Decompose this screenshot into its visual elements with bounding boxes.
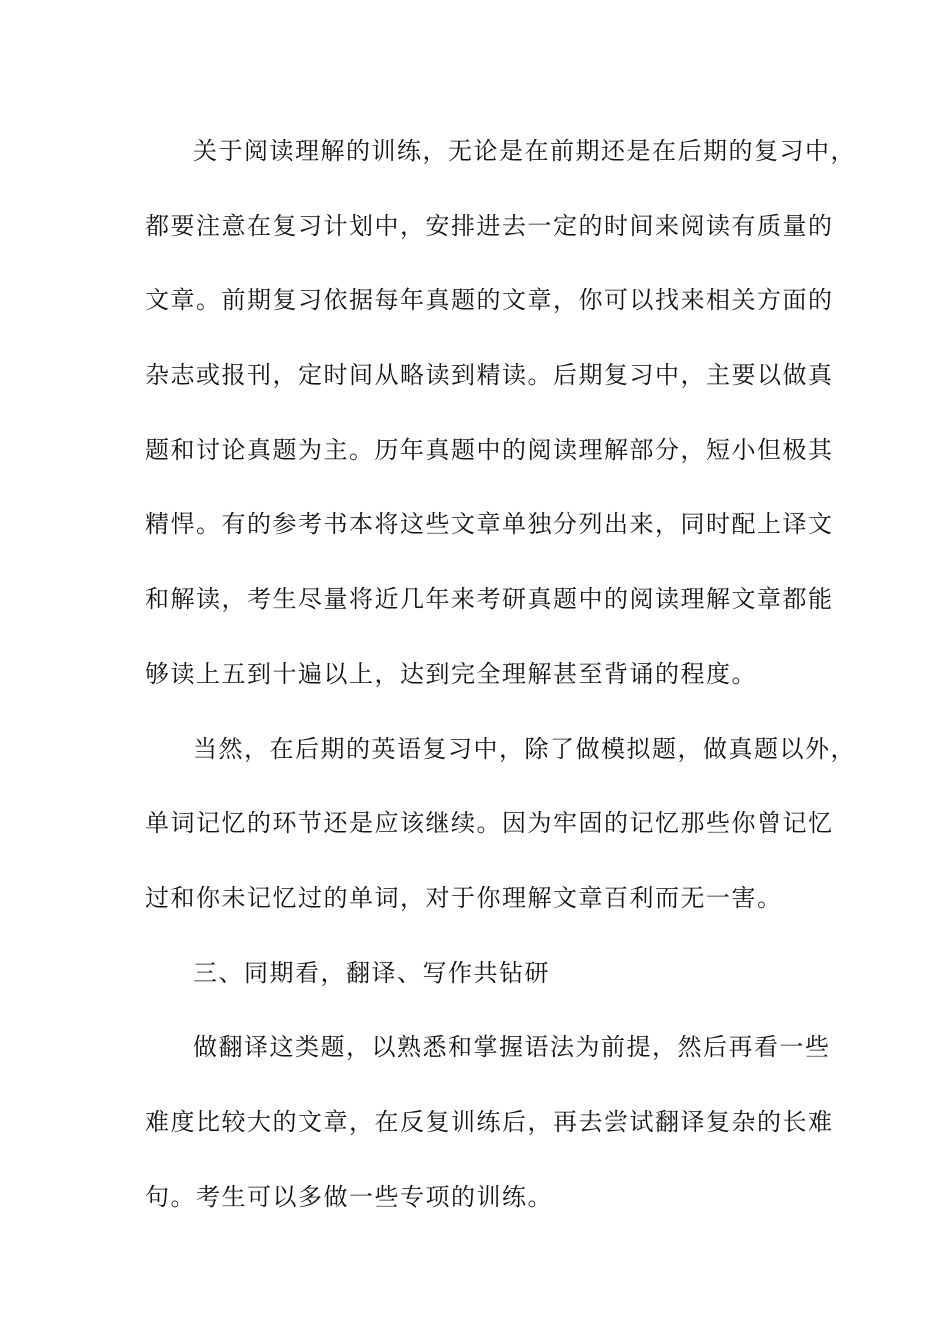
paragraph-3-line-3: 句。考生可以多做一些专项的训练。 [145, 1183, 553, 1211]
paragraph-2-line-3: 过和你未记忆过的单词，对于你理解文章百利而无一害。 [145, 884, 783, 912]
section-heading: 三、同期看，翻译、写作共钻研 [193, 959, 550, 987]
paragraph-1-line-7: 和解读，考生尽量将近几年来考研真题中的阅读理解文章都能 [145, 585, 834, 613]
paragraph-1-line-5: 题和讨论真题为主。历年真题中的阅读理解部分，短小但极其 [145, 436, 834, 464]
paragraph-1-line-3: 文章。前期复习依据每年真题的文章，你可以找来相关方面的 [145, 286, 834, 314]
paragraph-2-line-1: 当然，在后期的英语复习中，除了做模拟题，做真题以外， [193, 735, 856, 763]
paragraph-1-line-1: 关于阅读理解的训练，无论是在前期还是在后期的复习中， [193, 137, 856, 165]
paragraph-1-line-2: 都要注意在复习计划中，安排进去一定的时间来阅读有质量的 [145, 212, 834, 240]
paragraph-1-line-6: 精悍。有的参考书本将这些文章单独分列出来，同时配上译文 [145, 510, 834, 538]
paragraph-3-line-1: 做翻译这类题，以熟悉和掌握语法为前提，然后再看一些 [193, 1033, 831, 1061]
paragraph-1-line-4: 杂志或报刊，定时间从略读到精读。后期复习中，主要以做真 [145, 361, 834, 389]
paragraph-2-line-2: 单词记忆的环节还是应该继续。因为牢固的记忆那些你曾记忆 [145, 809, 834, 837]
paragraph-3-line-2: 难度比较大的文章，在反复训练后，再去尝试翻译复杂的长难 [145, 1108, 834, 1136]
paragraph-1-line-8: 够读上五到十遍以上，达到完全理解甚至背诵的程度。 [145, 660, 757, 688]
